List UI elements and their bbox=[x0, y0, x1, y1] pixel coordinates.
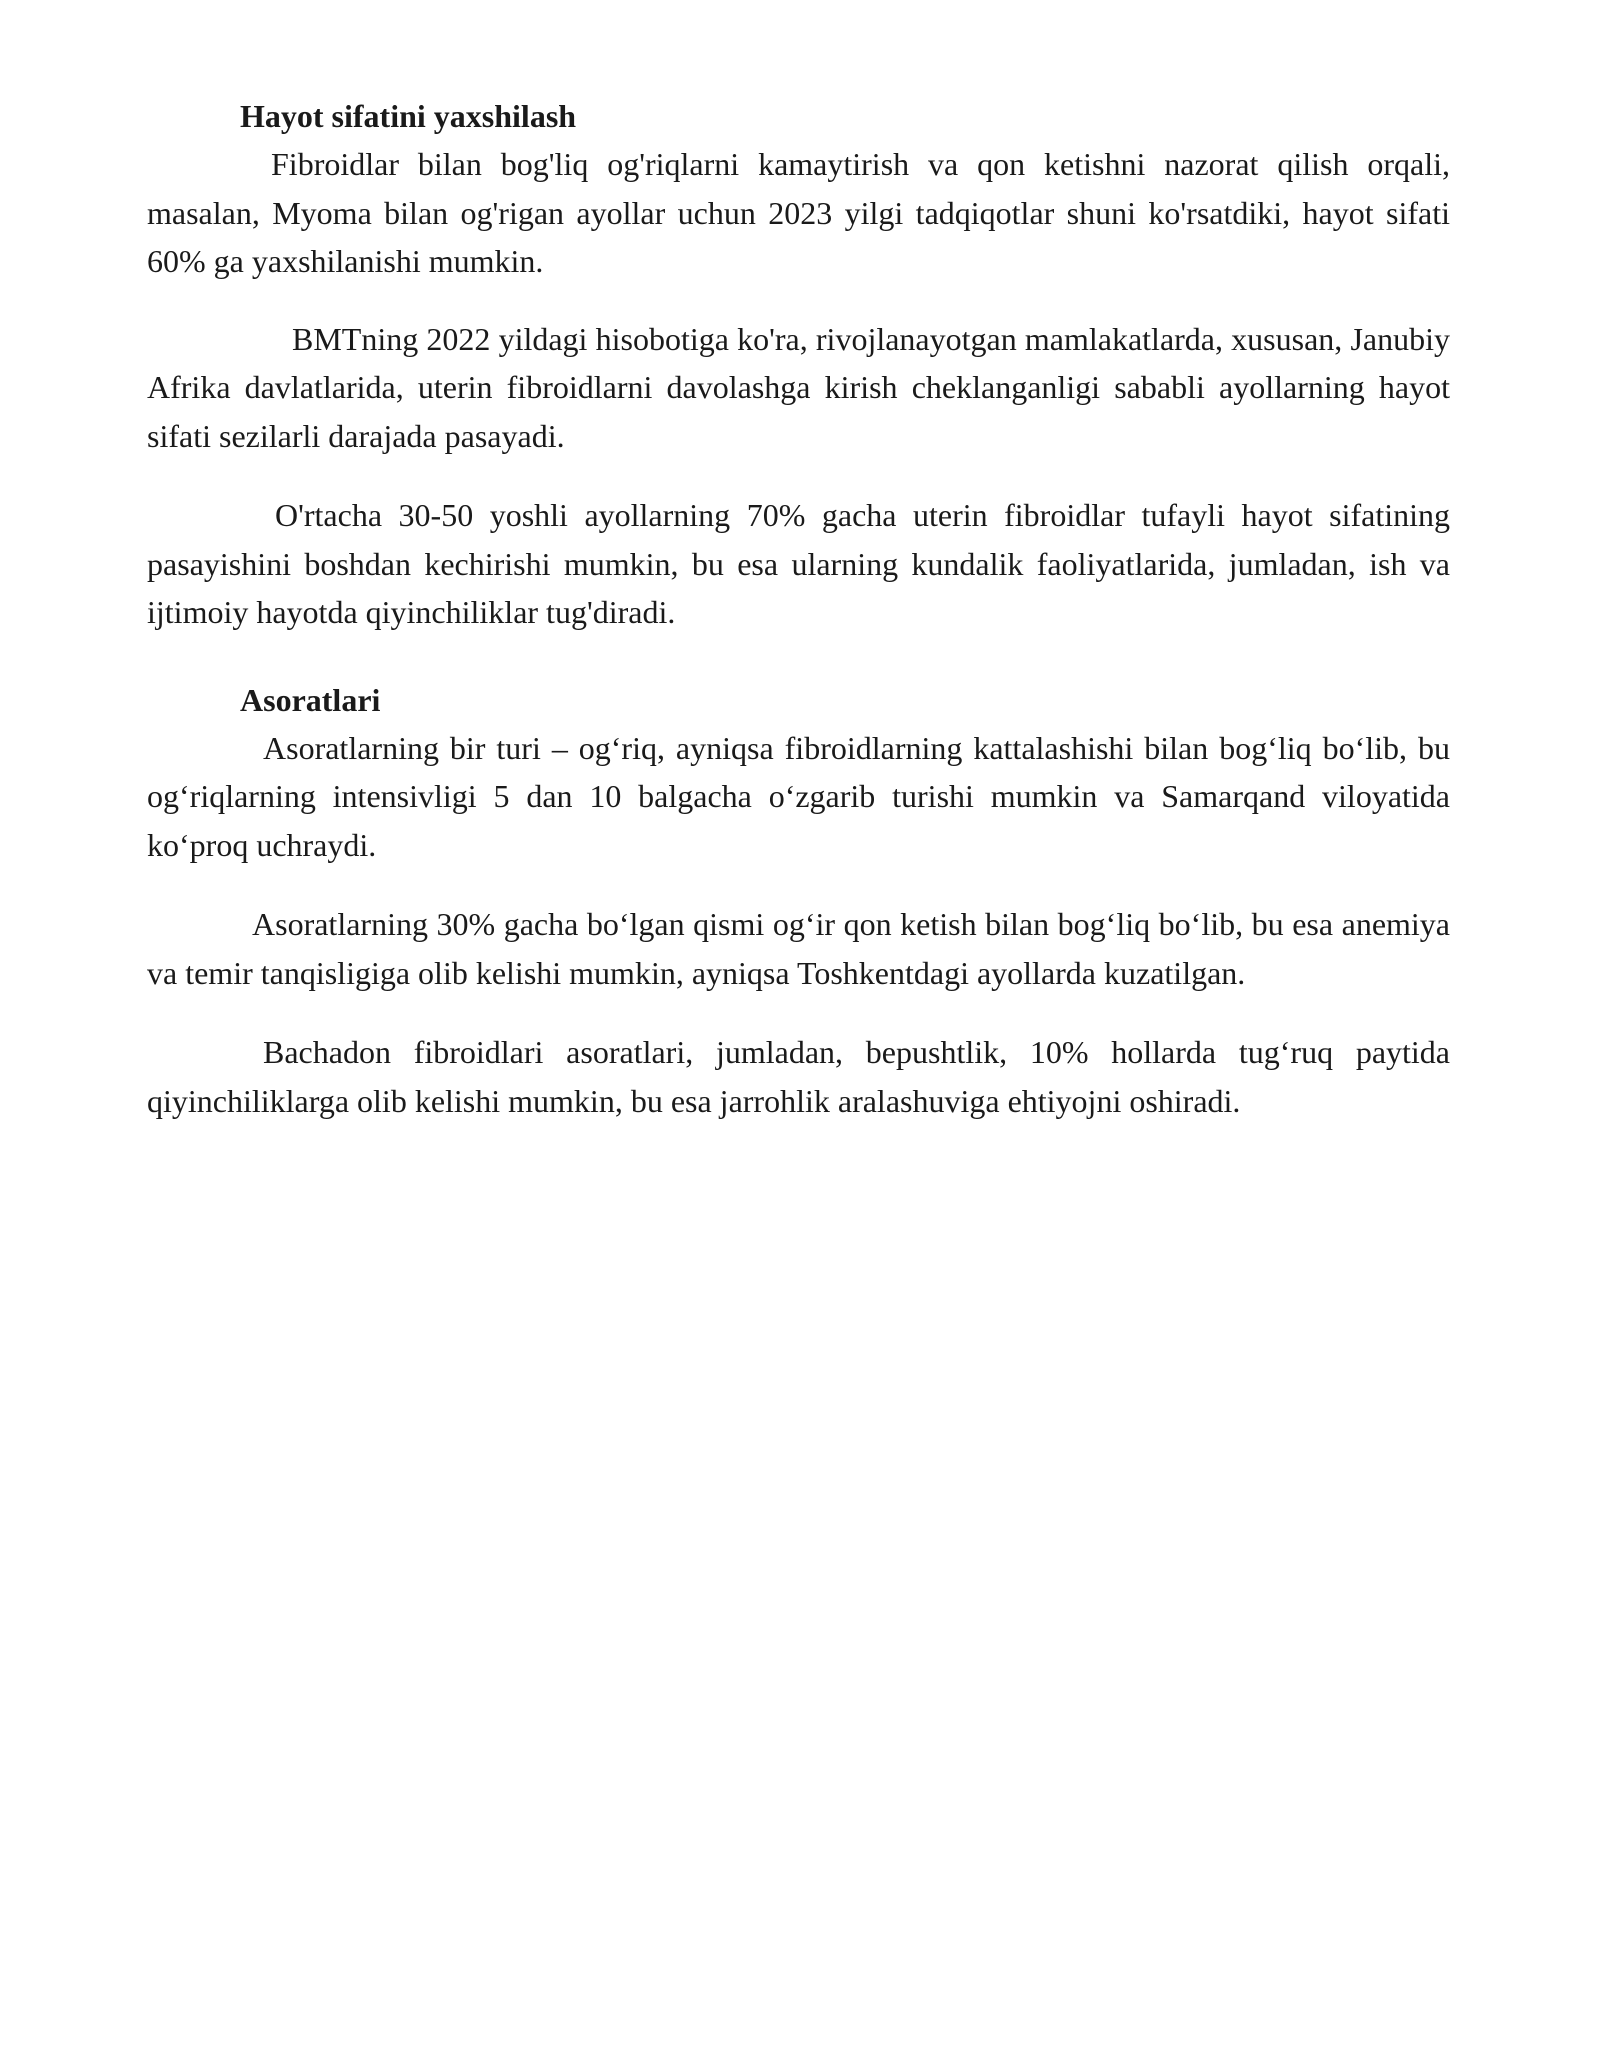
paragraph: O'rtacha 30-50 yoshli ayollarning 70% gacha uterin fibroidlar tufayli hayot sifatining pasayishini boshdan kechirishi mumkin, bu esa ularning kundalik faoliyatlarida, jumladan, ish va ijtimoiy hayotda qiyinchiliklar tug'diradi. bbox=[147, 497, 1450, 630]
section-heading-complications: Asoratlari bbox=[240, 681, 381, 718]
document-page bbox=[147, 92, 1450, 1125]
paragraph: Asoratlarning bir turi – og‘riq, ayniqsa fibroidlarning kattalashishi bilan bog‘liq bo‘lib, bu og‘riqlarning intensivligi 5 dan 10 balgacha o‘zgarib turishi mumkin va Samarqand viloyatida ko‘proq uchraydi. bbox=[147, 729, 1450, 863]
paragraph: Bachadon fibroidlari asoratlari, jumladan, bepushtlik, 10% hollarda tug‘ruq paytida qiyinchiliklarga olib kelishi mumkin, bu esa jarrohlik aralashuviga ehtiyojni oshiradi. bbox=[147, 1034, 1450, 1119]
section-heading-quality-of-life: Hayot sifatini yaxshilash bbox=[240, 98, 577, 134]
paragraph: BMTning 2022 yildagi hisobotiga ko'ra, rivojlanayotgan mamlakatlarda, xususan, Janubiy Afrika davlatlarida, uterin fibroidlarni davolashga kirish cheklanganligi sababli ayollarning hayot sifati sezilarli darajada pasayadi. bbox=[147, 320, 1450, 454]
paragraph: Asoratlarning 30% gacha bo‘lgan qismi og‘ir qon ketish bilan bog‘liq bo‘lib, bu esa anemiya va temir tanqisligiga olib kelishi mumkin, ayniqsa Toshkentdagi ayollarda kuzatilgan. bbox=[147, 906, 1450, 991]
paragraph: Fibroidlar bilan bog'liq og'riqlarni kamaytirish va qon ketishni nazorat qilish orqali, masalan, Myoma bilan og'rigan ayollar uchun 2023 yilgi tadqiqotlar shuni ko'rsatdiki, hayot sifati 60% ga yaxshilanishi mumkin. bbox=[147, 146, 1450, 279]
